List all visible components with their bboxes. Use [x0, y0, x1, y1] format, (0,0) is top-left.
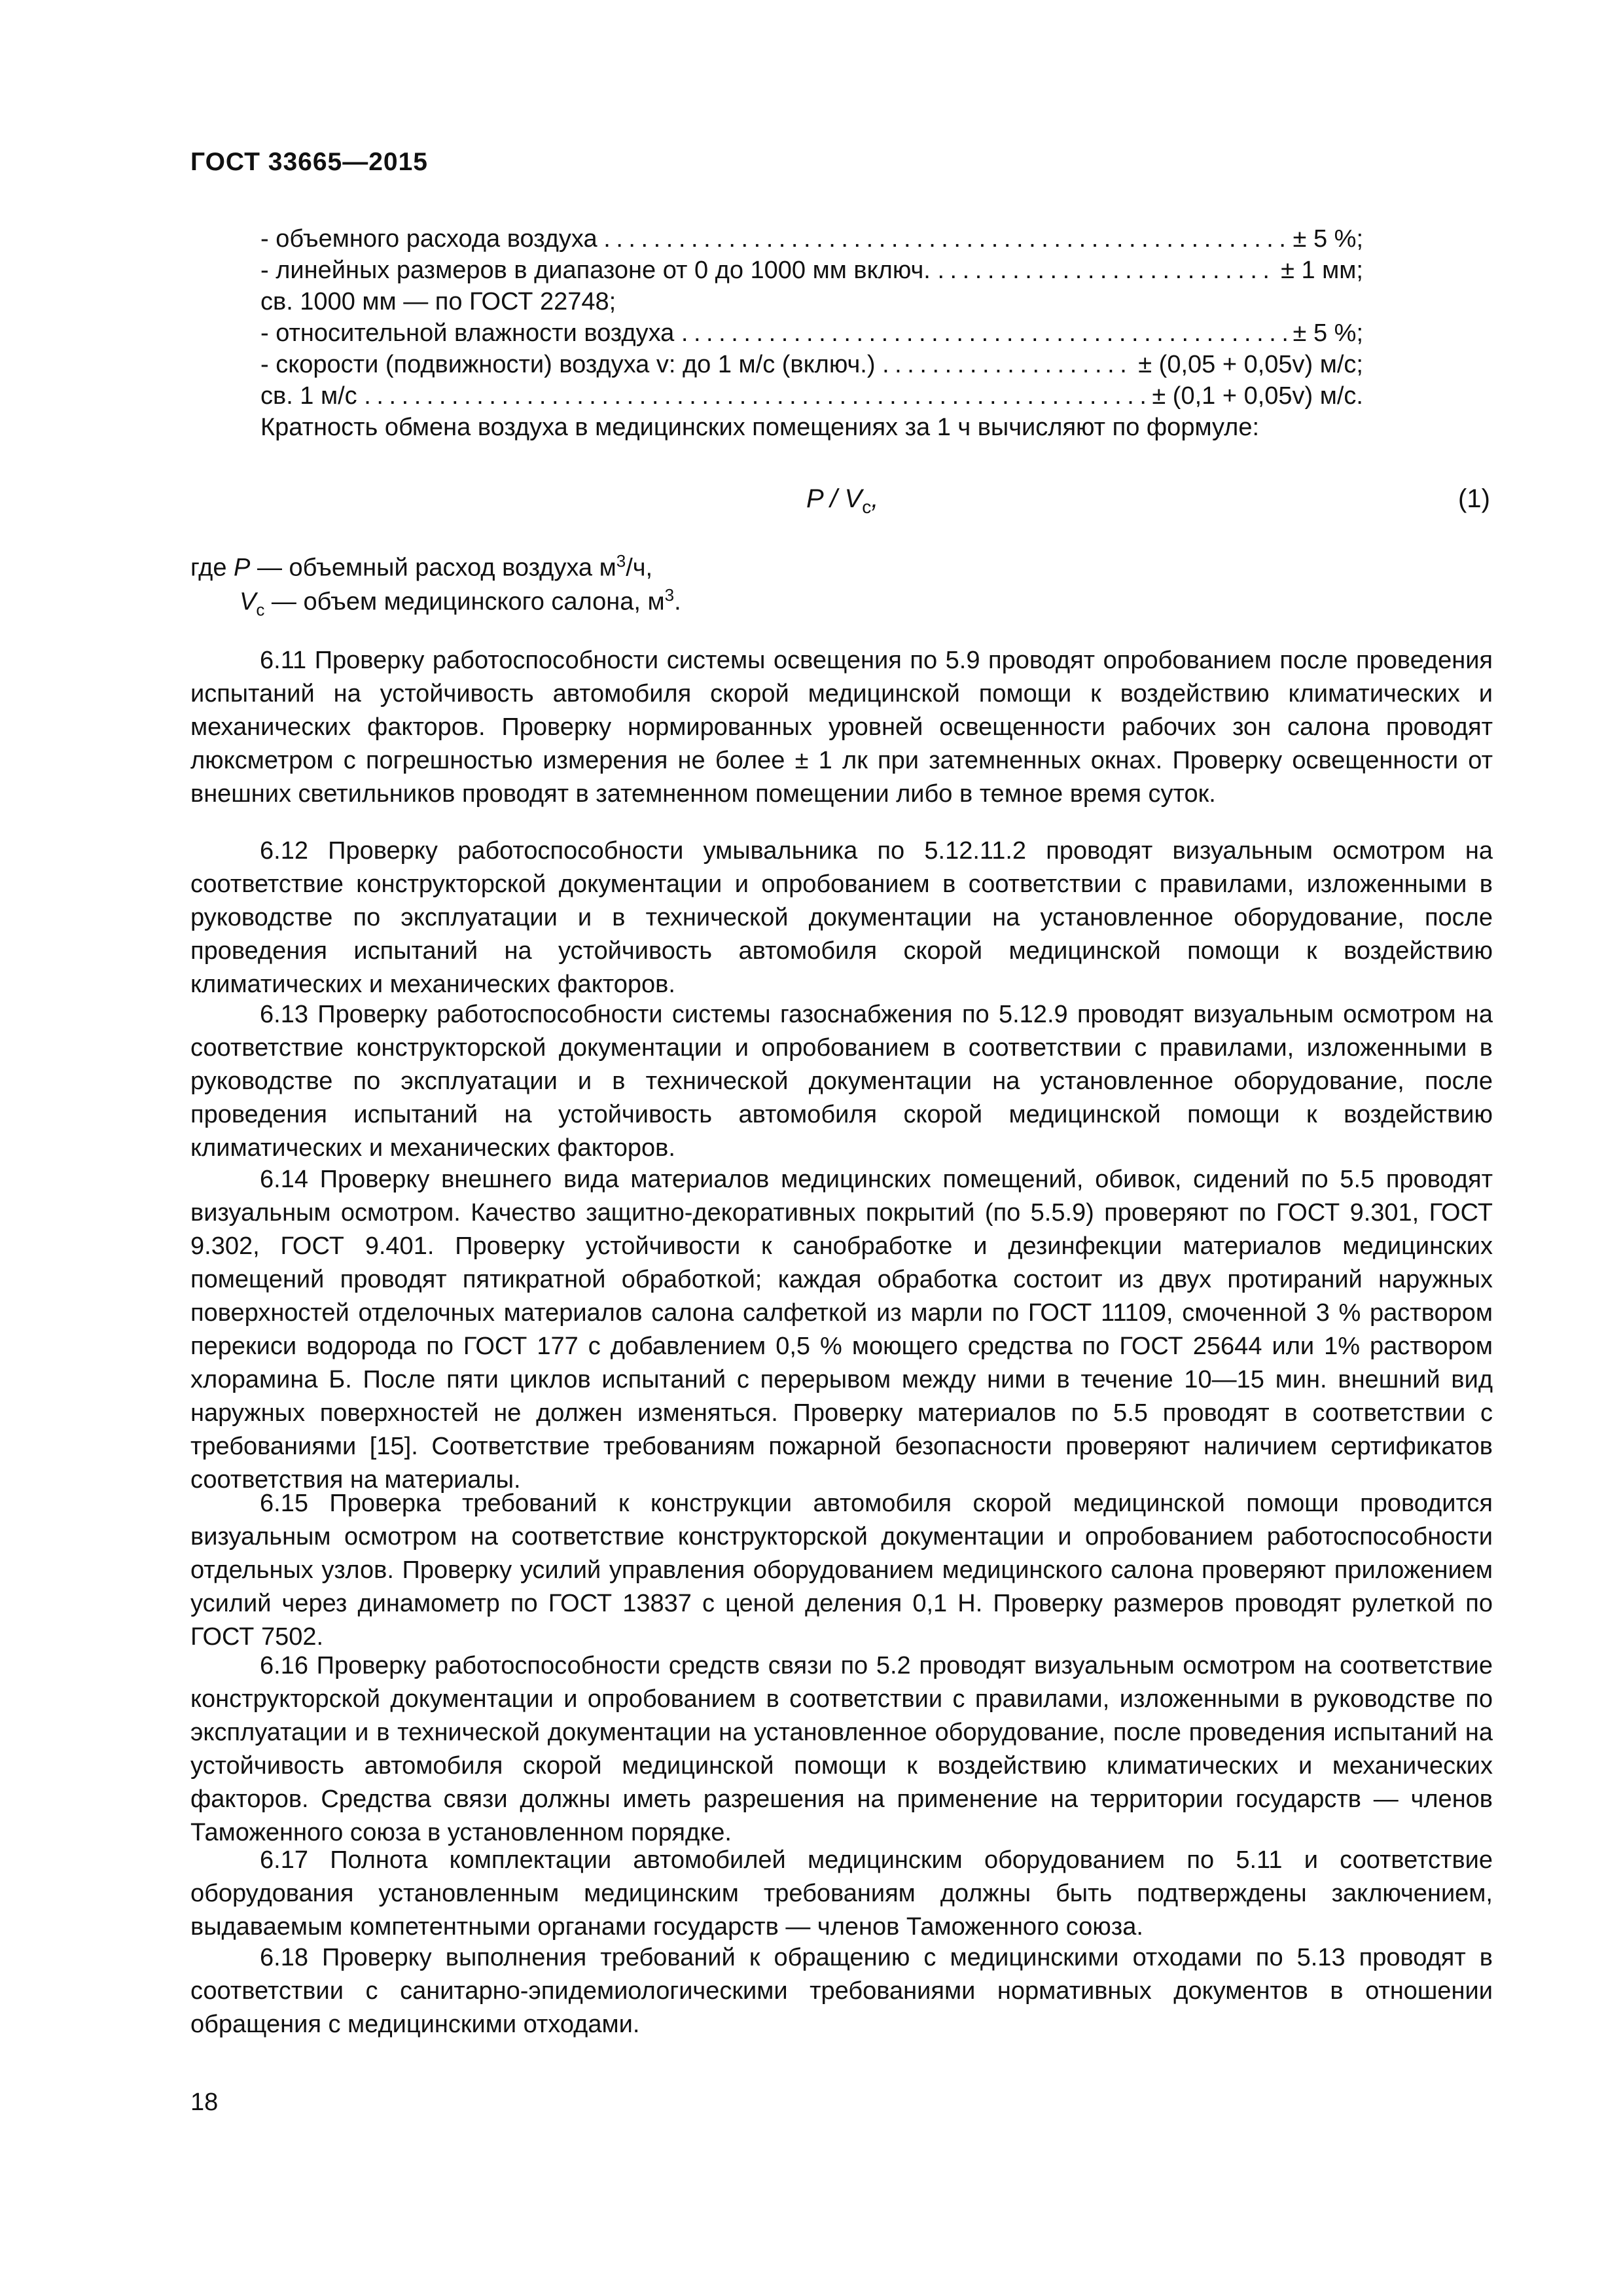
accuracy-item-value: ± 1 мм; — [1281, 257, 1363, 284]
where-line-v — [240, 579, 681, 625]
accuracy-item-value: ± (0,05 + 0,05v) м/с; — [1138, 351, 1363, 378]
paragraph-6-17: 6.17 Полнота комплектации автомобилей медицинским оборудованием по 5.11 и соответствие оборудования установленным медицинским требованиям должны быть подтверждены заключением, выдаваемым компетентными органами государств — членов Таможенного союза. — [190, 1846, 1493, 1941]
accuracy-item-humidity — [260, 317, 1363, 349]
accuracy-item-label: св. 1 м/с . . . — [260, 380, 1148, 412]
equation-number: (1) — [1458, 484, 1490, 513]
accuracy-item-velocity-over — [260, 380, 1363, 412]
where-text: — объем медицинского салона, м — [264, 588, 665, 616]
where-symbol: V — [240, 588, 257, 616]
where-sub: c — [256, 600, 265, 620]
where-text: — объемный расход воздуха м — [250, 554, 616, 582]
accuracy-item-value: ± (0,1 + 0,05v) м/с. — [1152, 382, 1363, 410]
accuracy-item-value: ± 5 %; — [1293, 319, 1363, 347]
accuracy-item-linear — [260, 255, 1363, 286]
accuracy-item-label: - линейных размеров в диапазоне от 0 до 1000 мм включ. . . . — [260, 255, 1277, 286]
formula — [806, 484, 878, 518]
accuracy-item-velocity — [260, 349, 1363, 380]
paragraph-6-14: 6.14 Проверку внешнего вида материалов медицинских помещений, обивок, сидений по 5.5 проводят визуальным осмотром. Качество защитно-декоративных покрытий (по 5.5.9) проверяют по ГОСТ 9.301, ГОСТ 9.302, ГОСТ 9.401. Проверку устойчивости к санобработке и дезинфекции материалов медицинских помещений проводят пятикратной обработкой; каждая обработка состоит из двух протираний наружных поверхностей отделочных материалов салона салфеткой из марли по ГОСТ 11109, смоченной 3 % раствором перекиси водорода по ГОСТ 177 с добавлением 0,5 % моющего средства по ГОСТ 25644 или 1% раствором хлорамина Б. После пяти циклов испытаний с перерывом между ними в течение 10—15 мин. внешний вид наружных поверхностей не должен изменяться. Проверку материалов по 5.5 проводят в соответствии с требованиями [15]. Соответствие требованиям пожарной безопасности проверяют наличием сертификатов соответствия на материалы. — [190, 1166, 1493, 1494]
paragraph-6-13: 6.13 Проверку работоспособности системы газоснабжения по 5.12.9 проводят визуальным осмотром на соответствие конструкторской документации и опробованием в соответствии с правилами, изложенными в руководстве по эксплуатации и в технической документации на установленное оборудование, после проведения испытаний на устойчивость автомобиля скорой медицинской помощи к воздействию климатических и механических факторов. — [190, 1001, 1493, 1162]
where-line-p — [190, 545, 652, 584]
paragraph-6-18: 6.18 Проверку выполнения требований к обращению с медицинскими отходами по 5.13 проводят в соответствии с санитарно-эпидемиологическими требованиями нормативных документов в отношении обращения с медицинскими отходами. — [190, 1944, 1493, 2038]
formula-subscript: c — [862, 497, 872, 517]
accuracy-item-value: ± 5 %; — [1293, 225, 1363, 253]
accuracy-item-airflow — [260, 223, 1363, 255]
paragraph-6-11: 6.11 Проверку работоспособности системы освещения по 5.9 проводят опробованием после проведения испытаний на устойчивость автомобиля скорой медицинской помощи к воздействию климатических и механических факторов. Проверку нормированных уровней освещенности рабочих зон салона проводят люксметром с погрешностью измерения не более ± 1 лк при затемненных окнах. Проверку освещенности от внешних светильников проводят в затемненном помещении либо в темное время суток. — [190, 647, 1493, 808]
document-header: ГОСТ 33665—2015 — [190, 148, 428, 176]
formula-expression: P / V — [806, 484, 863, 513]
paragraph-6-15: 6.15 Проверка требований к конструкции автомобиля скорой медицинской помощи проводится визуальным осмотром на соответствие конструкторской документации и опробованием работоспособности отдельных узлов. Проверку усилий управления оборудованием медицинского салона проверяют приложением усилий через динамометр по ГОСТ 13837 с ценой деления 0,1 Н. Проверку размеров проводят рулеткой по ГОСТ 7502. — [190, 1490, 1493, 1651]
accuracy-item-label: - объемного расхода воздуха . . . — [260, 223, 1289, 255]
paragraph-6-16: 6.16 Проверку работоспособности средств связи по 5.2 проводят визуальным осмотром на соответствие конструкторской документации и опробованием в соответствии с правилами, изложенными в руководстве по эксплуатации и в технической документации на установленное оборудование, после проведения испытаний на устойчивость автомобиля скорой медицинской помощи к воздействию климатических и механических факторов. Средства связи должны иметь разрешения на применение на территории государств — членов Таможенного союза в установленном порядке. — [190, 1652, 1493, 1846]
accuracy-item-label: - скорости (подвижности) воздуха v: до 1 м/с (включ.) . . . — [260, 349, 1134, 380]
formula-trail: , — [871, 484, 879, 513]
accuracy-item-label: - относительной влажности воздуха . . . — [260, 317, 1289, 349]
page-number: 18 — [190, 2089, 219, 2116]
where-symbol: P — [234, 554, 251, 582]
where-sup: 3 — [616, 551, 626, 571]
where-sup: 3 — [664, 585, 675, 605]
accuracy-item-linear-over: св. 1000 мм — по ГОСТ 22748; — [260, 288, 616, 315]
paragraph-6-12: 6.12 Проверку работоспособности умывальника по 5.12.11.2 проводят визуальным осмотром на соответствие конструкторской документации и опробованием в соответствии с правилами, изложенными в руководстве по эксплуатации и в технической документации на установленное оборудование, после проведения испытаний на устойчивость автомобиля скорой медицинской помощи к воздействию климатических и механических факторов. — [190, 837, 1493, 998]
where-tail: /ч, — [626, 554, 653, 582]
formula-intro: Кратность обмена воздуха в медицинских помещениях за 1 ч вычисляют по формуле: — [260, 414, 1260, 441]
where-prefix: где — [190, 554, 234, 582]
where-tail: . — [674, 588, 681, 616]
